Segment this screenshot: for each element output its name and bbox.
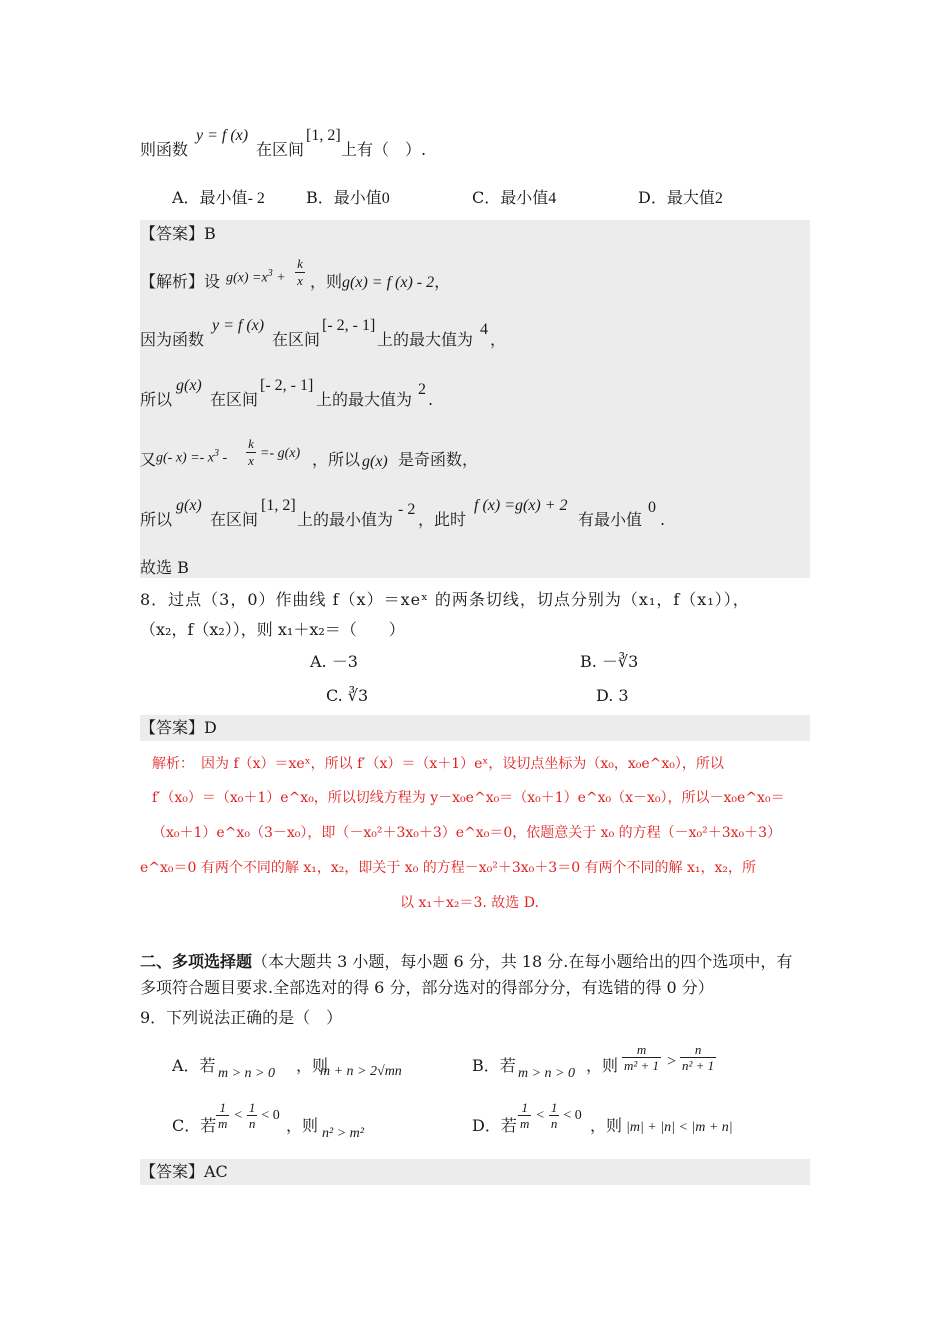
q7-sol-l4-k: k [246, 436, 256, 453]
q7-option-d-value: 2 [714, 190, 723, 207]
q7-sol-l3-val: 2 [418, 381, 426, 398]
q9-option-b-frac2 [680, 1042, 716, 1073]
q7-option-c-value: 4 [548, 190, 557, 207]
q9-d-lt0: < 0 [563, 1108, 582, 1124]
q7-conclude: 故选 B [140, 558, 189, 577]
q7-sol-l5-val: - 2 [398, 501, 416, 518]
q9-stem: 9．下列说法正确的是（ ） [140, 1008, 343, 1027]
q8-solution-line3: （x₀＋1）e^x₀（3－x₀），即（－x₀²＋3x₀＋3）e^x₀＝0，依题意关于 x₀ 的方程（－x₀²＋3x₀＋3） [152, 825, 782, 841]
q9-b-frac2-num: n [680, 1042, 716, 1058]
q8-option-b: B. －∛3 [580, 652, 639, 671]
q9-option-b-gt: > [667, 1053, 677, 1070]
q7-sol-g-def: $g(x) =x^3$ + [226, 268, 286, 286]
q9-d-frac2-num: 1 [550, 1100, 558, 1115]
q9-b-frac1-den: m² + 1 [624, 1058, 660, 1073]
q7-sol-l4-g: g(x) [362, 453, 388, 470]
q7-sol-l2-val: 4 [480, 321, 488, 338]
q7-option-b-label: B．最小值 [306, 188, 382, 207]
q7-stem [140, 140, 188, 160]
section2-heading [140, 952, 792, 972]
q9-d-frac1-num: 1 [518, 1100, 531, 1116]
q7-sol-l3-b: 在区间 [210, 390, 259, 409]
q9-option-a-label: A．若 [172, 1056, 216, 1075]
q8-answer: 【答案】D [140, 718, 217, 737]
q9-option-d-cond [518, 1100, 582, 1131]
q9-option-c-concl: n² > m² [322, 1126, 364, 1141]
q7-sol-l5-val2: 0 [648, 499, 656, 516]
q7-sol-l2-c: 上的最大值为 [377, 330, 474, 349]
q7-sol-l4-expr1: g(- $x) =- x^3$ - [156, 448, 228, 466]
q7-answer: 【答案】B [140, 224, 216, 243]
q8-option-d: D. 3 [596, 686, 629, 705]
q9-option-b-frac1 [622, 1042, 661, 1073]
q9-option-b-cond: m > n > 0 [518, 1066, 576, 1081]
q7-option-d [638, 188, 723, 209]
q8-solution-line2: f′（x₀）＝（x₀＋1）e^x₀，所以切线方程为 y－x₀e^x₀＝（x₀＋1）e^x₀（x－x₀），所以－x₀e^x₀＝ [152, 790, 785, 806]
q7-sol-l5-b: 在区间 [210, 510, 259, 529]
q7-sol-x: x [297, 273, 303, 288]
q7-interval: [1, 2] [306, 127, 341, 144]
q7-sol-l3-a: 所以 [140, 390, 173, 409]
q9-option-b-label: B．若 [472, 1056, 516, 1075]
q9-option-b-then: ，则 [586, 1056, 619, 1075]
q8-option-c: C. ∛3 [326, 686, 369, 705]
q7-sol-l4-frac [246, 436, 256, 469]
q9-option-d-label: D．若 [472, 1116, 517, 1135]
q7-sol-l2-int: [- 2, - 1] [322, 317, 376, 334]
q8-option-a: A. －3 [310, 652, 358, 671]
q7-sol-l4-x: x [248, 453, 254, 468]
q7-sol-l3-end: . [428, 390, 434, 409]
q7-sol-tag: 【解析】设 [140, 272, 221, 291]
q9-b-frac2-den: n² + 1 [682, 1058, 715, 1073]
q7-sol-l3-c: 上的最大值为 [316, 390, 413, 409]
q8-stem-line2: （x₂，f（x₂）），则 x₁＋x₂＝（ ） [140, 620, 405, 639]
q7-func: y = f (x) [196, 127, 249, 144]
q9-d-frac2-den: n [550, 1116, 558, 1131]
q8-solution-line4: e^x₀＝0 有两个不同的解 x₁，x₂，即关于 x₀ 的方程－x₀²＋3x₀＋3＝0 有两个不同的解 x₁，x₂，所 [140, 860, 757, 876]
q7-sol-l5-d: ，此时 [418, 510, 467, 529]
q7-sol-l1-tail [310, 272, 450, 293]
q7-option-a-label: A．最小值 [172, 188, 248, 207]
q7-option-c-label: C．最小值 [472, 188, 549, 207]
q7-option-a [172, 188, 265, 209]
q8-stem-line1: 8．过点（3，0）作曲线 f（x）＝xeˣ 的两条切线，切点分别为（x₁，f（x₁））， [140, 590, 750, 609]
q7-sol-k-over-x [295, 256, 305, 289]
q9-answer-panel [140, 1159, 810, 1185]
q7-sol-l5-expr: f (x) =g(x) + 2 [474, 497, 568, 514]
section2-desc2: 多项符合题目要求.全部选对的得 6 分，部分选对的得部分分，有选错的得 0 分） [140, 978, 714, 997]
q7-sol-l4-gx: g(- x) =- x [156, 450, 215, 466]
q7-stem-prefix: 则函数 [140, 140, 189, 159]
q9-d-lt: < [535, 1108, 545, 1124]
q7-sol-l4-c: 是奇函数， [398, 450, 479, 469]
q9-option-a-cond: m > n > 0 [218, 1066, 276, 1081]
q7-option-d-label: D．最大值 [638, 188, 715, 207]
q7-option-b [306, 188, 390, 209]
q9-option-c-label: C．若 [172, 1116, 217, 1135]
q9-option-a-then: ，则 [296, 1056, 329, 1075]
q8-answer-panel [140, 715, 810, 741]
q9-answer: 【答案】AC [140, 1162, 228, 1181]
q9-c-lt: < [233, 1108, 243, 1124]
q7-sol-l5-c: 上的最小值为 [297, 510, 394, 529]
q7-sol-l1-relation: g(x) = f (x) - 2 [342, 274, 435, 291]
q7-sol-l1-end: ， [434, 272, 451, 291]
q7-sol-l2-end: ， [490, 330, 507, 349]
q7-sol-k: k [295, 256, 305, 273]
q7-mid: 在区间 [256, 140, 305, 159]
q7-sol-l5-g: g(x) [176, 497, 202, 514]
q7-sol-l1-then: ，则 [310, 272, 343, 291]
q7-sol-l2-a: 因为函数 [140, 330, 205, 349]
q7-sol-l2-b: 在区间 [272, 330, 321, 349]
q7-sol-g-expr: g(x) =x [226, 270, 268, 286]
q7-sol-l2-func: y = f (x) [212, 317, 265, 334]
q7-sol-l4-expr2: =- g(x) [260, 446, 301, 461]
section2-desc1: （本大题共 3 小题，每小题 6 分，共 18 分.在每小题给出的四个选项中，有 [252, 952, 793, 971]
q7-sol-l3-g: g(x) [176, 377, 202, 394]
q9-option-d-then: ，则 [590, 1116, 623, 1135]
q9-option-c-cond [216, 1100, 280, 1131]
q7-option-a-value: - 2 [247, 190, 265, 207]
q9-option-a-concl: m + n > 2√mn [320, 1064, 402, 1079]
q7-sol-l4-b: ，所以 [312, 450, 361, 469]
q9-c-frac2-den: n [248, 1116, 256, 1131]
q9-option-d-concl: |m| + |n| < |m + n| [626, 1120, 733, 1135]
q9-option-c-then: ，则 [286, 1116, 319, 1135]
q7-sol-l5-int: [1, 2] [261, 497, 296, 514]
q9-c-frac1-den: m [218, 1116, 228, 1131]
q7-sol-l4-a: 又 [140, 450, 157, 469]
q7-option-b-value: 0 [381, 190, 390, 207]
q9-d-frac1-den: m [520, 1116, 530, 1131]
q7-suffix: 上有（ ）. [341, 140, 427, 159]
q7-option-c [472, 188, 556, 209]
q8-solution-line5: 以 x₁＋x₂＝3. 故选 D. [400, 895, 539, 911]
q8-solution-line1: 解析： 因为 f（x）＝xeˣ，所以 f′（x）＝（x＋1）eˣ，设切点坐标为（x₀，x₀e^x₀），所以 [152, 756, 724, 772]
q9-c-frac1-num: 1 [216, 1100, 229, 1116]
q9-c-lt0: < 0 [261, 1108, 280, 1124]
q9-c-frac2-num: 1 [248, 1100, 256, 1115]
section2-title: 二、多项选择题 [140, 952, 253, 971]
q7-sol-l5-end: . [660, 510, 666, 529]
q7-sol-l5-a: 所以 [140, 510, 173, 529]
q9-b-frac1-num: m [622, 1042, 661, 1058]
q7-sol-l5-e: 有最小值 [578, 510, 643, 529]
q7-sol-l3-int: [- 2, - 1] [260, 377, 314, 394]
